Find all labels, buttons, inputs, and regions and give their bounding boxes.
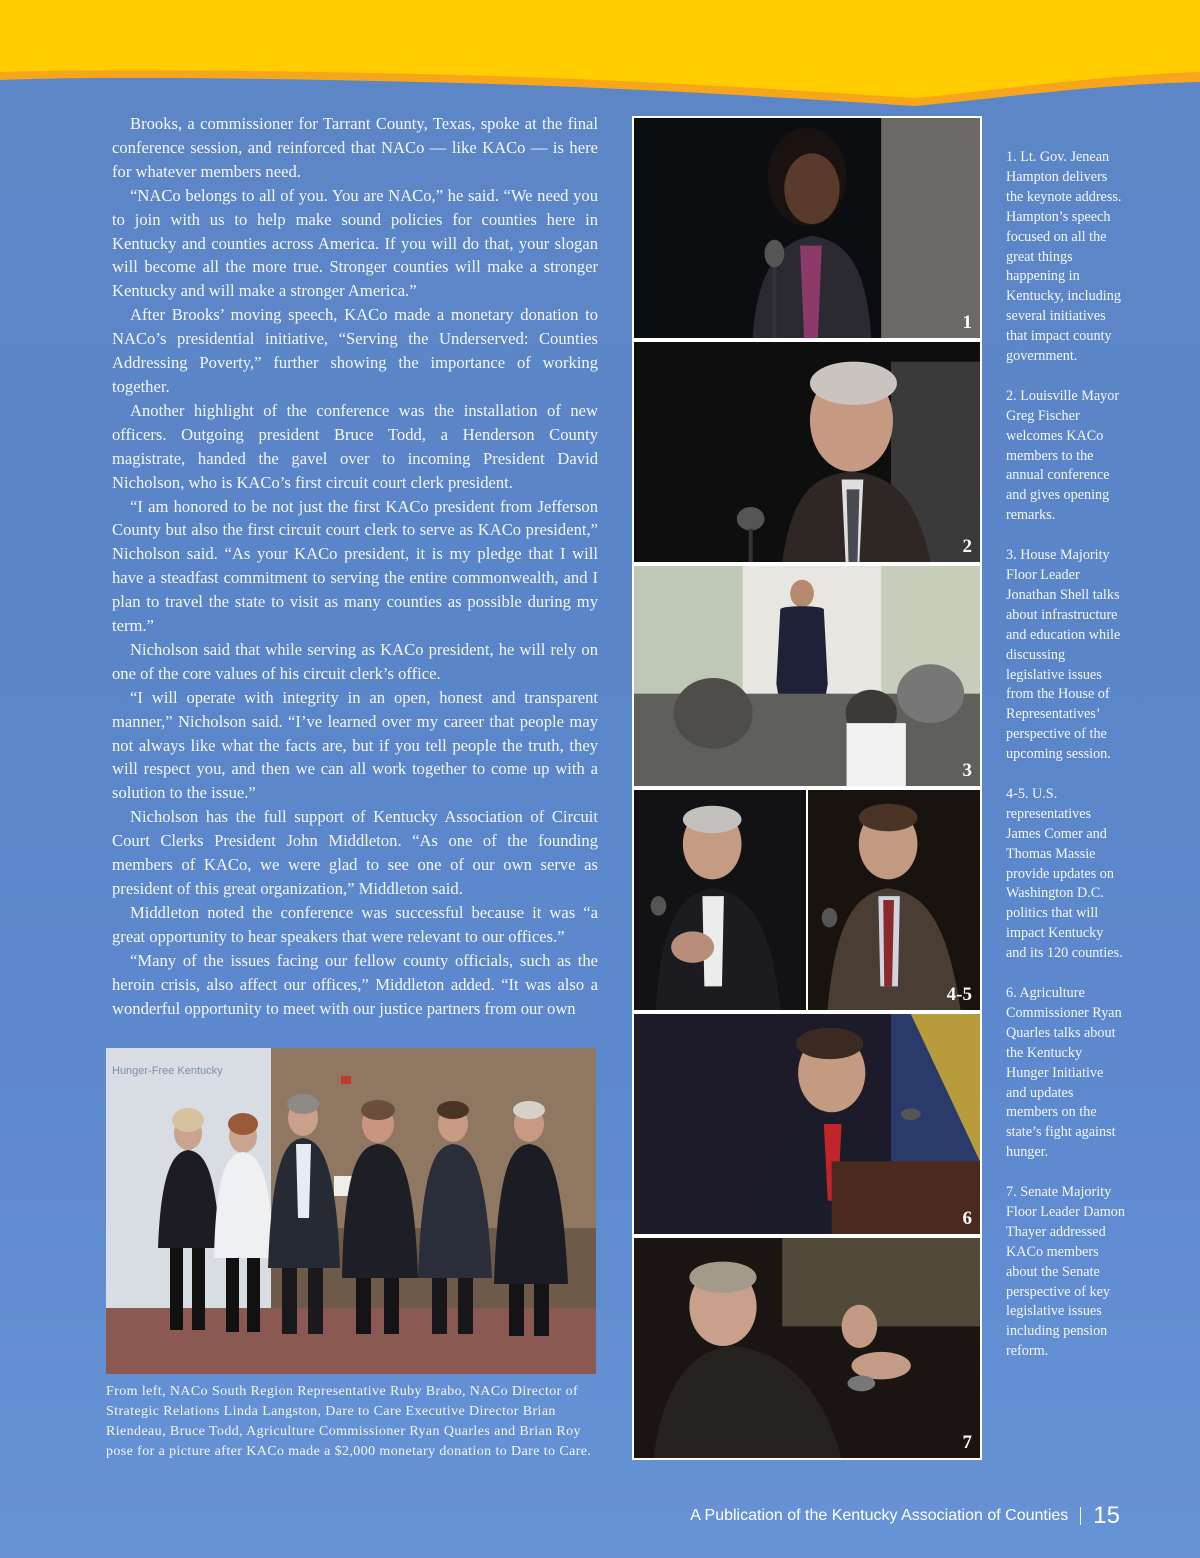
photo-number: 2 [962, 536, 972, 557]
photo-number: 3 [962, 760, 972, 781]
article-paragraph: “I am honored to be not just the first KACo president from Jefferson County but also the first circuit court clerk to serve as KACo president,” Nicholson said. “As your KACo president, it is my pledge that I will have a steadfast commitment to serving the entire commonwealth, and I plan to travel the state to visit as many counties as possible during my term.” [112, 496, 598, 636]
photo-2-fischer [632, 340, 982, 564]
photo-caption: 2. Louisville Mayor Greg Fischer welcomes KACo members to the annual conference and gives opening remarks. [1006, 387, 1120, 524]
photo-1-hampton [632, 116, 982, 340]
slide-text: Hunger-Free Kentucky [112, 1065, 223, 1077]
page-footer [690, 1502, 1120, 1530]
photo-4-comer [632, 788, 808, 1012]
photo-7-thayer [632, 1236, 982, 1460]
photo-3-shell [632, 564, 982, 788]
photo-caption: 1. Lt. Gov. Jenean Hampton delivers the keynote address. Hampton’s speech focused on all the great things happening in Kentucky, including several initiatives that impact county government. [1006, 149, 1122, 365]
group-photo [106, 1048, 596, 1374]
article-body [112, 112, 598, 1020]
photo-caption: 3. House Majority Floor Leader Jonathan Shell talks about infrastructure and education while discussing legislative issues from the House of Representatives’ perspective of the upcoming session. [1006, 547, 1121, 763]
article-paragraph: Nicholson has the full support of Kentucky Association of Circuit Court Clerks President John Middleton. “As one of the founding members of KACo, we were glad to see one of our own serve as president of this great organization,” Middleton said. [112, 807, 598, 898]
photo-caption: 7. Senate Majority Floor Leader Damon Thayer addressed KACo members about the Senate perspective of key legislative issues including pension reform. [1006, 1184, 1125, 1360]
photo-number: 4-5 [946, 984, 972, 1005]
photo-number: 6 [962, 1208, 972, 1229]
page-number: 15 [1093, 1502, 1120, 1529]
footer-divider [1080, 1507, 1081, 1525]
photo-number: 7 [962, 1432, 972, 1453]
publication-name: A Publication of the Kentucky Association of Counties [690, 1507, 1069, 1524]
photo-5-massie [806, 788, 982, 1012]
photo-captions [1006, 148, 1126, 1382]
article-paragraph: Another highlight of the conference was the installation of new officers. Outgoing president Bruce Todd, a Henderson County magistrate, handed the gavel over to incoming President David Nicholson, who is KACo’s first circuit court clerk president. [112, 400, 598, 492]
photo-caption: 4-5. U.S. representatives James Comer and Thomas Massie provide updates on Washington D.C. politics that will impact Kentucky and its 120 counties. [1006, 785, 1123, 962]
article-paragraph: Nicholson said that while serving as KACo president, he will rely on one of the core values of his circuit clerk’s office. [112, 639, 598, 683]
article-paragraph: After Brooks’ moving speech, KACo made a monetary donation to NACo’s presidential initiative, “Serving the Underserved: Counties Addressing Poverty,” further showing the importance of working together. [112, 305, 598, 396]
article-paragraph: Middleton noted the conference was successful because it was “a great opportunity to hear speakers that were relevant to our offices.” [112, 902, 598, 946]
photo-number: 1 [962, 312, 972, 333]
photo-6-quarles [632, 1012, 982, 1236]
article-paragraph: Brooks, a commissioner for Tarrant County, Texas, spoke at the final conference session, and reinforced that NACo — like KACo — is here for whatever members need. [112, 114, 598, 181]
group-photo-caption: From left, NACo South Region Representative Ruby Brabo, NACo Director of Strategic Relations Linda Langston, Dare to Care Executive Director Brian Riendeau, Bruce Todd, Agriculture Commissioner Ryan Quarles and Brian Roy pose for a picture after KACo made a $2,000 monetary donation to Dare to Care. [106, 1384, 592, 1459]
article-paragraph: “NACo belongs to all of you. You are NACo,” he said. “We need you to join with us to help make sound policies for counties here in Kentucky and counties across America. If you will do that, your slogan will become all the more true. Stronger counties will make a stronger Kentucky and will make a stronger America.” [112, 185, 598, 301]
article-paragraph: “Many of the issues facing our fellow county officials, such as the heroin crisis, also affect our offices,” Middleton added. “It was also a wonderful opportunity to meet with our justice partners from our own [112, 950, 598, 1018]
photo-caption: 6. Agriculture Commissioner Ryan Quarles talks about the Kentucky Hunger Initiative and updates members on the state’s fight against hunger. [1006, 985, 1122, 1161]
article-paragraph: “I will operate with integrity in an open, honest and transparent manner,” Nicholson said. “I’ve learned over my career that people may not always like what the facts are, but if you tell people the truth, they will respect you, and then we can all work together to come up with a solution to the issue.” [112, 687, 598, 803]
header-banner [0, 0, 1200, 130]
